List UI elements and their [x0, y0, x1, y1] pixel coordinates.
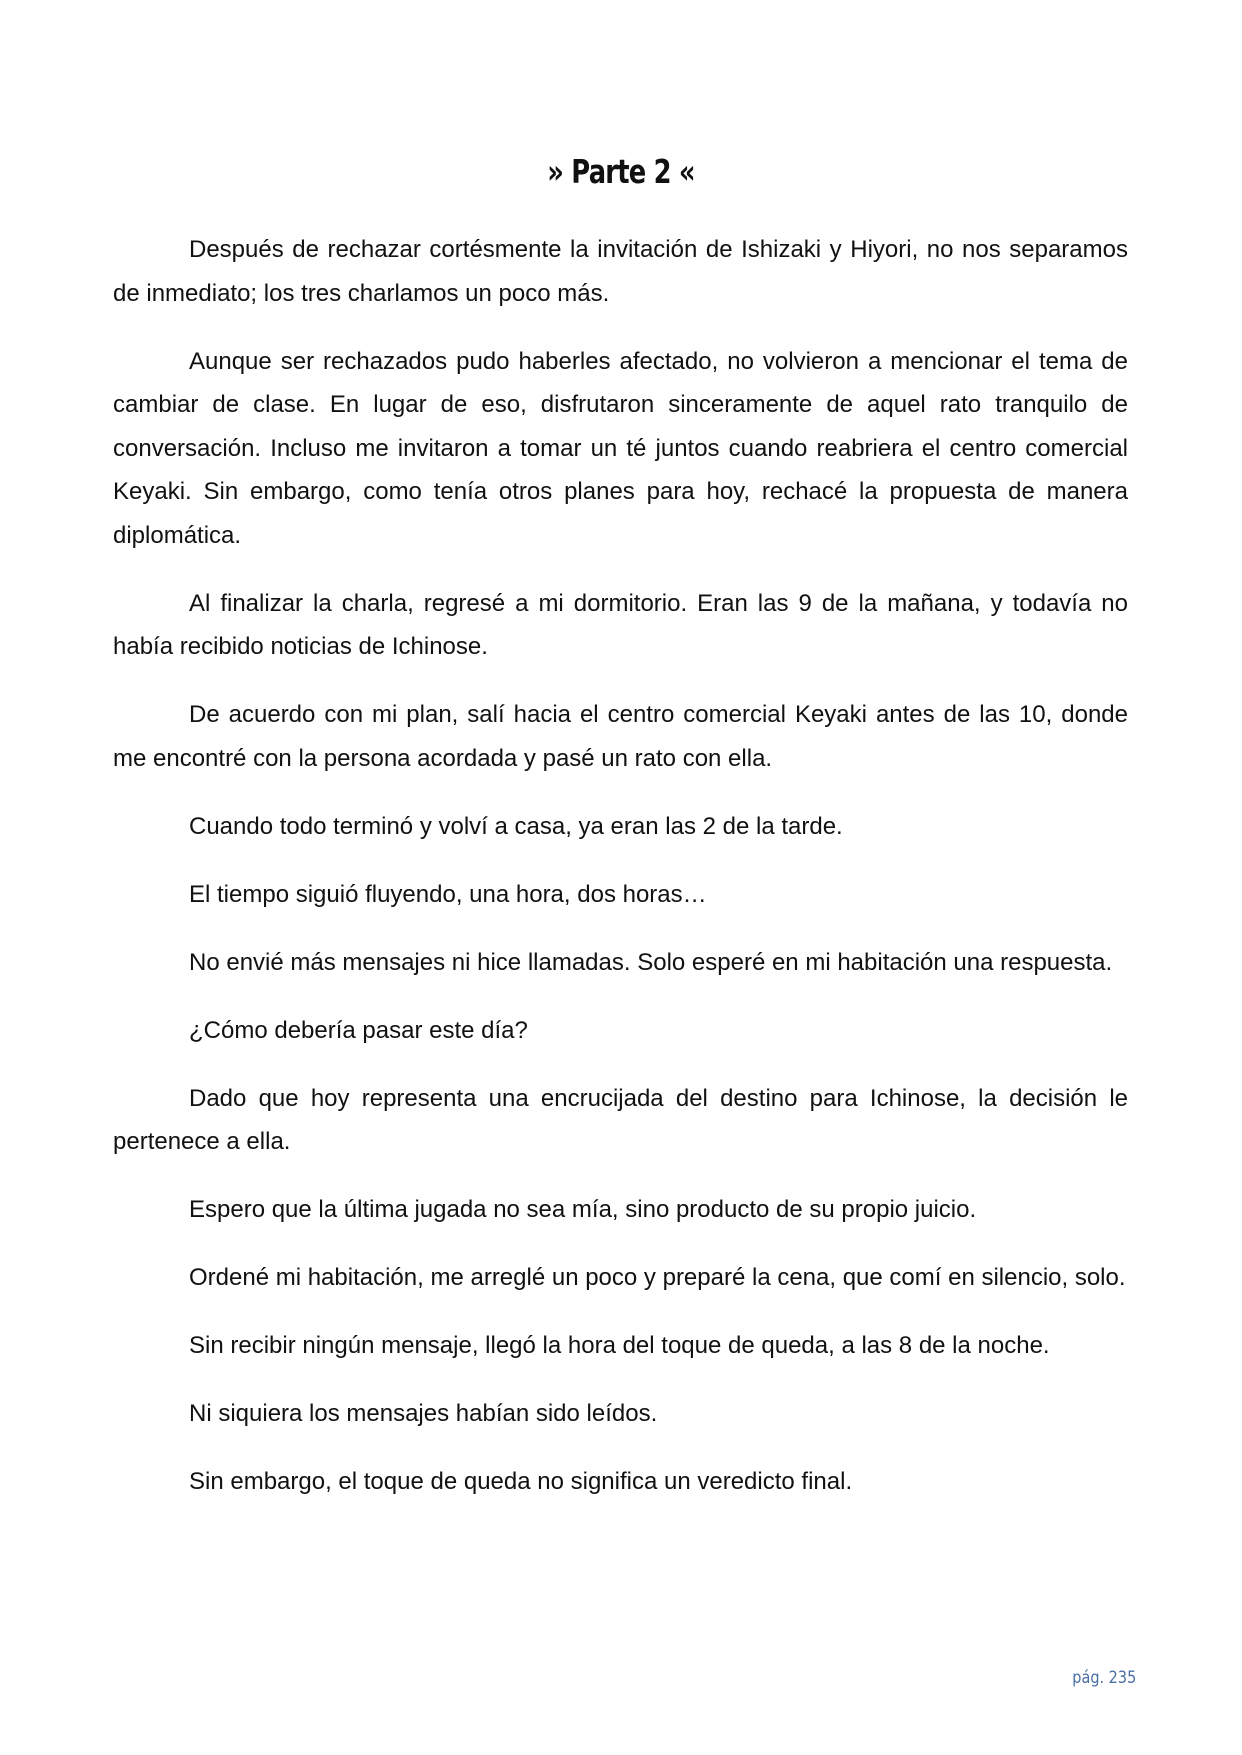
- paragraph: Sin recibir ningún mensaje, llegó la hora del toque de queda, a las 8 de la noche.: [189, 1332, 1050, 1359]
- page-number: pág. 235: [1072, 1668, 1136, 1688]
- paragraph: No envié más mensajes ni hice llamadas. Solo esperé en mi habitación una respuesta.: [189, 948, 1113, 976]
- paragraph: Ordené mi habitación, me arreglé un poco y preparé la cena, que comí en silencio, solo.: [189, 1264, 1126, 1291]
- paragraph: Cuando todo terminó y volví a casa, ya eran las 2 de la tarde.: [189, 812, 843, 840]
- paragraph: Ni siquiera los mensajes habían sido leídos.: [189, 1400, 658, 1427]
- section-title: » Parte 2 «: [547, 152, 695, 191]
- paragraph: Dado que hoy representa una encrucijada del destino para Ichinose, la decisión le pertenece a ella.: [113, 1084, 1128, 1155]
- paragraph: Espero que la última jugada no sea mía, sino producto de su propio juicio.: [189, 1196, 977, 1223]
- paragraph: De acuerdo con mi plan, salí hacia el centro comercial Keyaki antes de las 10, donde me encontré con la persona acordada y pasé un rato con ella.: [113, 701, 1128, 772]
- paragraph: Sin embargo, el toque de queda no significa un veredicto final.: [189, 1468, 853, 1495]
- paragraph: ¿Cómo debería pasar este día?: [189, 1016, 528, 1044]
- paragraph: Aunque ser rechazados pudo haberles afectado, no volvieron a mencionar el tema de cambiar de clase. En lugar de eso, disfrutaron sinceramente de aquel rato tranquilo de conversación. Incluso me invitaron a tomar un té juntos cuando reabriera el centro comercial Keyaki. Sin embargo, como tenía otros planes para hoy, rechacé la propuesta de manera diplomática.: [113, 347, 1128, 549]
- paragraph: Después de rechazar cortésmente la invitación de Ishizaki y Hiyori, no nos separamos de inmediato; los tres charlamos un poco más.: [113, 236, 1128, 307]
- body-text: [113, 228, 1128, 1528]
- paragraph: El tiempo siguió fluyendo, una hora, dos horas…: [189, 880, 707, 908]
- paragraph: Al finalizar la charla, regresé a mi dormitorio. Eran las 9 de la mañana, y todavía no había recibido noticias de Ichinose.: [113, 589, 1128, 660]
